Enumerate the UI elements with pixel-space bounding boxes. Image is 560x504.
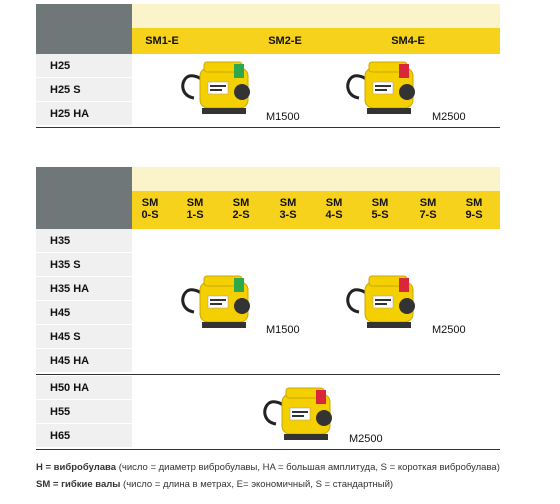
legend-sm-key: SM = гибкие валы [36, 479, 121, 490]
table2-header-light-strip [132, 167, 500, 191]
table2-col-sm3s-bottom: 3-S [279, 209, 297, 221]
table2-col-sm4s-top: SM [325, 197, 343, 209]
table2-col-sm1s-top: SM [186, 197, 204, 209]
table1-bottom-rule [36, 127, 500, 128]
table2-group-divider [36, 374, 500, 375]
table2-col-sm5s [368, 197, 392, 221]
vibrator-m1500-image-2 [180, 268, 260, 332]
table2-col-sm2s-top: SM [232, 197, 250, 209]
table2-corner-header [36, 167, 132, 229]
table2-col-sm9s-top: SM [465, 197, 483, 209]
legend-sm-text: (число = длина в метрах, E= экономичный, S = стандартный) [120, 479, 394, 490]
table1-model-m2500: M2500 [432, 111, 466, 123]
table2-col-sm3s [276, 197, 300, 221]
table2-col-sm9s-bottom: 9-S [465, 209, 483, 221]
table2-row-h45: H45 [36, 301, 132, 325]
table2-col-sm1s-bottom: 1-S [186, 209, 204, 221]
table2-row-h65: H65 [36, 424, 132, 448]
vibrator-m2500-image-2 [345, 268, 425, 332]
table2-bottom-rule [36, 449, 500, 450]
table2-row-h35s: H35 S [36, 253, 132, 277]
vibrator-m1500-image [180, 54, 260, 118]
table2-col-sm2s-bottom: 2-S [232, 209, 250, 221]
table1-model-m1500: M1500 [266, 111, 300, 123]
table2-model-m2500-group2: M2500 [349, 433, 383, 445]
table1-row-h25s: H25 S [36, 78, 132, 102]
table2-col-sm0s-bottom: 0-S [141, 209, 159, 221]
legend-h-key: H = вибробулава [36, 462, 117, 473]
table2-row-h45ha: H45 HA [36, 349, 132, 373]
table1-col-sm2e: SM2-E [268, 35, 302, 47]
table2-col-sm9s [462, 197, 486, 221]
table2-col-sm7s-bottom: 7-S [419, 209, 437, 221]
table2-col-sm0s [138, 197, 162, 221]
table2-col-sm7s [416, 197, 440, 221]
table2-col-sm2s [229, 197, 253, 221]
table1-header-light-strip [132, 4, 500, 28]
table2-row-h50ha: H50 HA [36, 376, 132, 400]
table1-row-h25: H25 [36, 54, 132, 78]
vibrator-m2500-image-3 [262, 380, 342, 444]
table2-model-m2500: M2500 [432, 324, 466, 336]
legend-h-text: (число = диаметр вибробулавы, HA = большая амплитуда, S = короткая вибробулава) [116, 462, 500, 473]
table2-col-sm4s-bottom: 4-S [325, 209, 343, 221]
vibrator-m2500-image [345, 54, 425, 118]
table2-col-sm5s-top: SM [371, 197, 389, 209]
table2-col-sm0s-top: SM [141, 197, 159, 209]
table1-row-h25ha: H25 HA [36, 102, 132, 126]
table2-col-sm7s-top: SM [419, 197, 437, 209]
table2-row-h55: H55 [36, 400, 132, 424]
table1-col-sm4e: SM4-E [391, 35, 425, 47]
table2-col-sm1s [183, 197, 207, 221]
table2-row-h35: H35 [36, 229, 132, 253]
table2-row-h35ha: H35 HA [36, 277, 132, 301]
table2-col-sm5s-bottom: 5-S [371, 209, 389, 221]
legend-line-sm [36, 479, 393, 490]
legend-line-h [36, 462, 500, 473]
table2-row-h45s: H45 S [36, 325, 132, 349]
table2-model-m1500: M1500 [266, 324, 300, 336]
table1-corner-header [36, 4, 132, 54]
table2-col-sm3s-top: SM [279, 197, 297, 209]
table2-col-sm4s [322, 197, 346, 221]
table1-col-sm1e: SM1-E [145, 35, 179, 47]
